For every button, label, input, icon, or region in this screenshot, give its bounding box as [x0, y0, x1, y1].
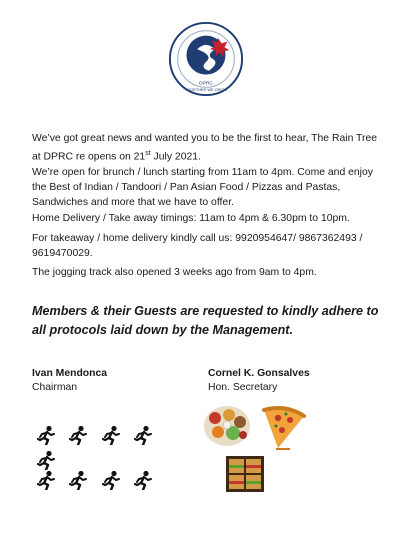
- club-logo-icon: [167, 20, 245, 98]
- opening-hours-paragraph: We’re open for brunch / lunch starting from 11am to 4pm. Come and enjoy the Best of Indian / Tandoori / Pan Asian Food / Pizzas and Pastas, Sandwiches and more that we have to offer.: [32, 167, 373, 208]
- sandwich-icon: [225, 455, 265, 493]
- runners-row-top: [36, 425, 176, 445]
- signatory-chairman: [32, 367, 107, 395]
- signatory-secretary: [208, 367, 310, 395]
- running-person-icon: [68, 425, 88, 445]
- running-person-icon: [36, 470, 56, 490]
- running-person-icon: [101, 470, 121, 490]
- pizza-slice-icon: [258, 402, 308, 452]
- signatory-role: Hon. Secretary: [208, 382, 278, 393]
- members-notice: Members & their Guests are requested to kindly adhere to all protocols laid down by the Management.: [32, 304, 379, 337]
- contact-numbers-paragraph: For takeaway / home delivery kindly call us: 9920954647/ 9867362493 / 9619470029.: [32, 233, 363, 259]
- reopening-announcement: [32, 131, 382, 164]
- logo-ring-text: DPRC: [199, 81, 213, 87]
- running-person-icon: [101, 425, 121, 445]
- signatory-role: Chairman: [32, 382, 78, 393]
- signatory-name: Cornel K. Gonsalves: [208, 368, 310, 379]
- running-person-icon: [36, 425, 56, 445]
- running-person-icon: [68, 470, 88, 490]
- signatory-name: Ivan Mendonca: [32, 368, 108, 379]
- logo-motto: TOGETHER WE GROW: [184, 87, 228, 93]
- food-platter-icon: [203, 402, 251, 448]
- reopening-text-end: July 2021.: [150, 151, 201, 163]
- running-person-icon: [133, 470, 153, 490]
- date-ordinal-suffix: st: [145, 150, 151, 157]
- runners-row-bottom: [36, 470, 176, 490]
- delivery-timings-paragraph: Home Delivery / Take away timings: 11am to 4pm & 6.30pm to 10pm.: [32, 213, 350, 224]
- running-person-icon: [133, 425, 153, 445]
- reopening-text-start: We’ve got great news and wanted you to be the first to hear, The Rain Tree at DPRC re opens on 21: [32, 133, 378, 163]
- jogging-track-paragraph: The jogging track also opened 3 weeks ago from 9am to 4pm.: [32, 267, 317, 278]
- running-person-icon: [36, 450, 56, 470]
